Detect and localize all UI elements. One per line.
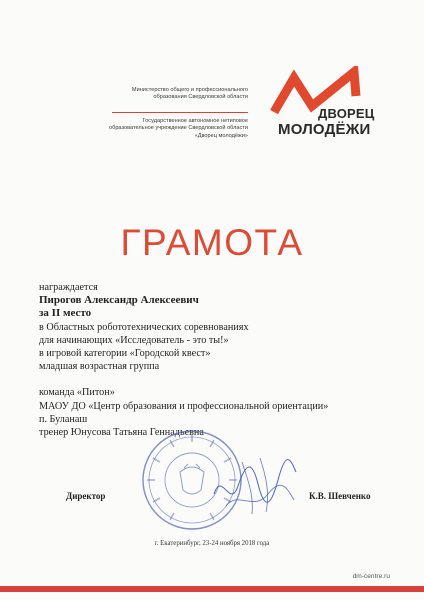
ministry-line-1: Министерство общего и профессионального — [131, 87, 248, 93]
organization-line-3: «Дворец молодёжи» — [194, 132, 248, 139]
recipient-name: Пирогов Александр Алексеевич — [39, 294, 199, 307]
ministry-text — [132, 87, 248, 102]
town-name: п. Буланаш — [39, 413, 88, 425]
school-name: МАОУ ДО «Центр образования и профессиональной ориентации» — [39, 400, 329, 412]
website: dm-centre.ru — [352, 573, 390, 580]
bottom-stripe — [0, 586, 424, 592]
director-signature-icon — [208, 450, 300, 520]
director-name: К.В. Шевченко — [309, 491, 371, 501]
logo-line-2: МОЛОДЁЖИ — [278, 121, 371, 138]
award-line-2: для начинающих «Исследователь - это ты!» — [39, 334, 229, 346]
award-line-1: в Областных робототехнических соревнованиях — [39, 321, 249, 333]
award-line-4: младшая возрастная группа — [39, 361, 160, 373]
organization-line-1: Государственное автономное нетиповое — [142, 118, 248, 124]
coach-name: тренер Юнусова Татьяна Геннадьевна — [39, 427, 204, 439]
certificate-title: ГРАМОТА — [120, 222, 304, 263]
header-divider — [112, 112, 248, 113]
organization-line-2: образовательное учреждение Свердловской области — [109, 125, 248, 132]
logo-line-1: ДВОРЕЦ — [318, 106, 375, 121]
award-intro: награждается — [39, 282, 98, 293]
award-place: за II место — [39, 307, 92, 320]
award-text — [39, 281, 328, 439]
ministry-line-2: образования Свердловской области — [153, 94, 248, 101]
award-line-3: в игровой категории «Городской квест» — [39, 348, 211, 360]
organization-text — [109, 118, 248, 140]
director-label: Директор — [66, 491, 106, 501]
team-name: команда «Питон» — [39, 387, 115, 399]
place-and-date: г. Екатеринбург, 23-24 ноября 2018 года — [154, 540, 270, 547]
